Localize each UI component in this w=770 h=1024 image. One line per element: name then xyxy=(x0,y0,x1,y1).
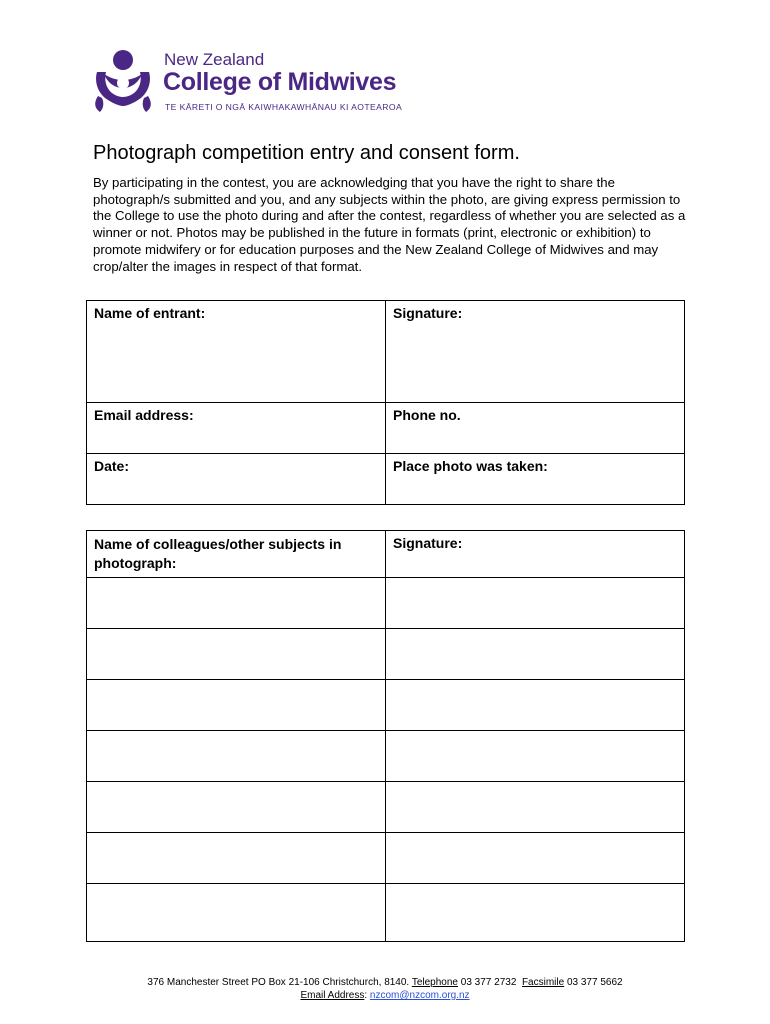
footer-email-label: Email Address xyxy=(300,990,365,1001)
subject-name-cell[interactable] xyxy=(87,782,386,833)
footer-address-line xyxy=(0,977,770,988)
college-logo xyxy=(92,50,412,114)
place-photo-taken-label: Place photo was taken: xyxy=(393,458,548,474)
logo-line-maori: TE KĀRETI O NGĀ KAIWHAKAWHĀNAU KI AOTEAROA xyxy=(165,102,403,112)
footer-email-link[interactable]: nzcom@nzcom.org.nz xyxy=(369,990,470,1001)
intro-paragraph: By participating in the contest, you are acknowledging that you have the right to share the photograph/s submitted and you, and any subjects within the photo, are giving express permission to the College to use the photo during and after the contest, regardless of whether you are selected as a winner or not. Photos may be published in the future in formats (print, electronic or exhibition) to promote midwifery or for education purposes and the New Zealand College of Midwives and may crop/alter the images in respect of that format. xyxy=(93,175,686,274)
name-of-entrant-field[interactable] xyxy=(87,301,386,403)
subject-name-cell[interactable] xyxy=(87,680,386,731)
subject-signature-cell[interactable] xyxy=(386,731,685,782)
midwives-logo-icon xyxy=(92,50,154,114)
subjects-signature-label: Signature: xyxy=(393,535,463,551)
subject-signature-cell[interactable] xyxy=(386,884,685,942)
phone-field[interactable] xyxy=(386,403,685,454)
place-photo-taken-field[interactable] xyxy=(386,454,685,505)
table-row xyxy=(87,578,685,629)
subject-name-cell[interactable] xyxy=(87,884,386,942)
subjects-name-label: Name of colleagues/other subjects in photograph: xyxy=(94,536,342,571)
subject-signature-cell[interactable] xyxy=(386,833,685,884)
subject-signature-cell[interactable] xyxy=(386,578,685,629)
subjects-name-header xyxy=(87,531,386,578)
name-of-entrant-label: Name of entrant: xyxy=(94,305,206,321)
footer-telephone-label: Telephone xyxy=(411,977,458,988)
table-row xyxy=(87,680,685,731)
subject-name-cell[interactable] xyxy=(87,731,386,782)
page-title: Photograph competition entry and consent form. xyxy=(93,142,520,164)
table-row xyxy=(87,731,685,782)
date-label: Date: xyxy=(94,458,130,474)
subject-signature-cell[interactable] xyxy=(386,680,685,731)
logo-line-college: College of Midwives xyxy=(163,68,397,96)
entrant-signature-label: Signature: xyxy=(393,305,463,321)
footer-facsimile: 03 377 5662 xyxy=(566,977,623,988)
subjects-table xyxy=(86,530,685,942)
phone-label: Phone no. xyxy=(393,407,461,423)
table-row xyxy=(87,782,685,833)
logo-line-new-zealand: New Zealand xyxy=(164,50,265,69)
table-row xyxy=(87,884,685,942)
footer-telephone: 03 377 2732 xyxy=(460,977,517,988)
subject-name-cell[interactable] xyxy=(87,578,386,629)
table-row xyxy=(87,833,685,884)
email-address-field[interactable] xyxy=(87,403,386,454)
footer-address: 376 Manchester Street PO Box 21-106 Christchurch, 8140. xyxy=(147,977,410,988)
email-address-label: Email address: xyxy=(94,407,194,423)
subject-signature-cell[interactable] xyxy=(386,629,685,680)
subject-name-cell[interactable] xyxy=(87,833,386,884)
footer-facsimile-label: Facsimile xyxy=(521,977,565,988)
subject-signature-cell[interactable] xyxy=(386,782,685,833)
entrant-signature-field[interactable] xyxy=(386,301,685,403)
subject-name-cell[interactable] xyxy=(87,629,386,680)
entrant-details-table xyxy=(86,300,685,505)
footer-email-line: Email Address: nzcom@nzcom.org.nz xyxy=(300,990,470,1001)
subjects-signature-header xyxy=(386,531,685,578)
date-field[interactable] xyxy=(87,454,386,505)
table-row xyxy=(87,629,685,680)
